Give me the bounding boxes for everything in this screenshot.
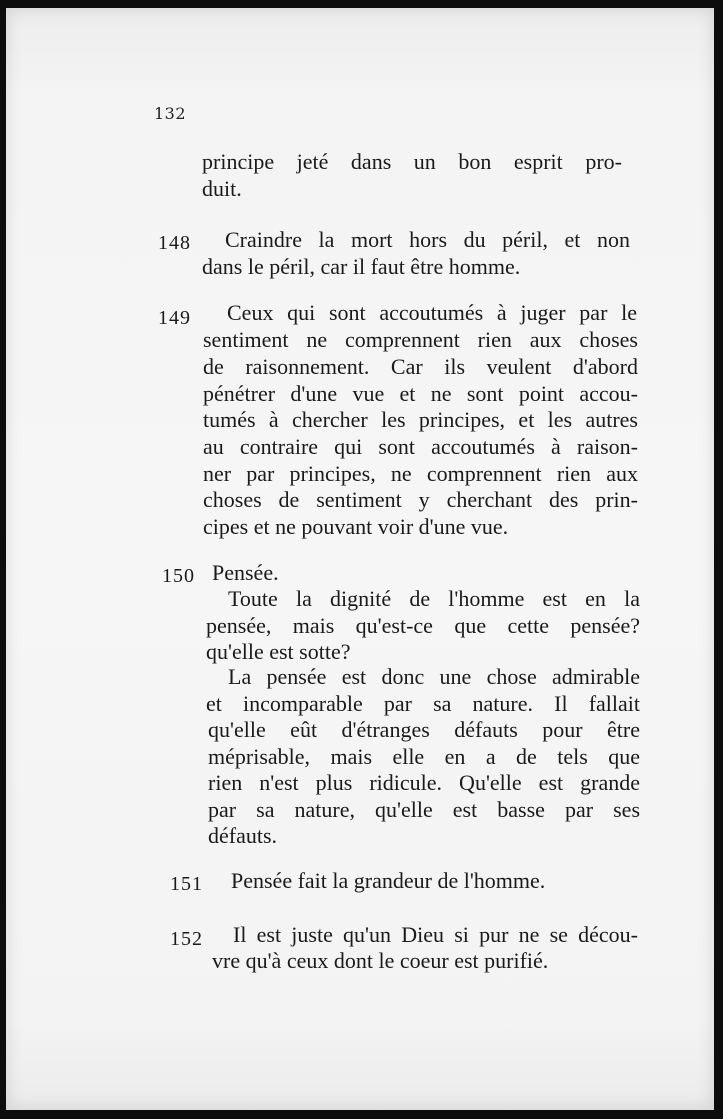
text-line: Pensée fait la grandeur de l'homme. (231, 868, 546, 893)
entry-number: 149 (158, 307, 191, 329)
text-line: Ceux qui sont accoutumés à juger par le (227, 300, 637, 325)
text-line: défauts. (208, 823, 278, 848)
entry-number: 151 (170, 873, 203, 895)
text-line: qu'elle est sotte? (206, 639, 351, 664)
text-line: pénétrer d'une vue et ne sont point accou- (203, 381, 638, 406)
text-line: rien n'est plus ridicule. Qu'elle est grande (208, 770, 640, 795)
text-line: et incomparable par sa nature. Il fallait (206, 691, 640, 716)
text-line: principe jeté dans un bon esprit pro- (202, 149, 622, 174)
text-line: méprisable, mais elle en a de tels que (208, 744, 640, 769)
text-line: Toute la dignité de l'homme est en la (228, 586, 640, 611)
text-line: de raisonnement. Car ils veulent d'abord (203, 354, 638, 379)
text-line: Il est juste qu'un Dieu si pur ne se décou- (233, 922, 638, 947)
book-page (6, 8, 714, 1110)
text-line: par sa nature, qu'elle est basse par ses (208, 797, 640, 822)
text-line: vre qu'à ceux dont le coeur est purifié. (212, 948, 549, 973)
text-line: duit. (202, 176, 242, 201)
entry-number: 150 (162, 565, 195, 587)
text-line: au contraire qui sont accoutumés à raison- (203, 434, 638, 459)
text-line: cipes et ne pouvant voir d'une vue. (203, 514, 509, 539)
text-line: sentiment ne comprennent rien aux choses (203, 327, 638, 352)
text-line: pensée, mais qu'est-ce que cette pensée? (206, 613, 640, 638)
text-line: Pensée. (212, 560, 279, 585)
text-line: tumés à chercher les principes, et les autres (203, 407, 638, 432)
text-line: ner par principes, ne comprennent rien aux (203, 461, 638, 486)
text-line: Craindre la mort hors du péril, et non (225, 227, 630, 252)
entry-number: 152 (170, 928, 203, 950)
text-line: qu'elle eût d'étranges défauts pour être (208, 717, 640, 742)
text-line: La pensée est donc une chose admirable (228, 664, 640, 689)
page-number: 132 (154, 104, 187, 123)
text-line: dans le péril, car il faut être homme. (202, 254, 521, 279)
entry-number: 148 (158, 232, 191, 254)
text-line: choses de sentiment y cherchant des prin- (203, 487, 638, 512)
